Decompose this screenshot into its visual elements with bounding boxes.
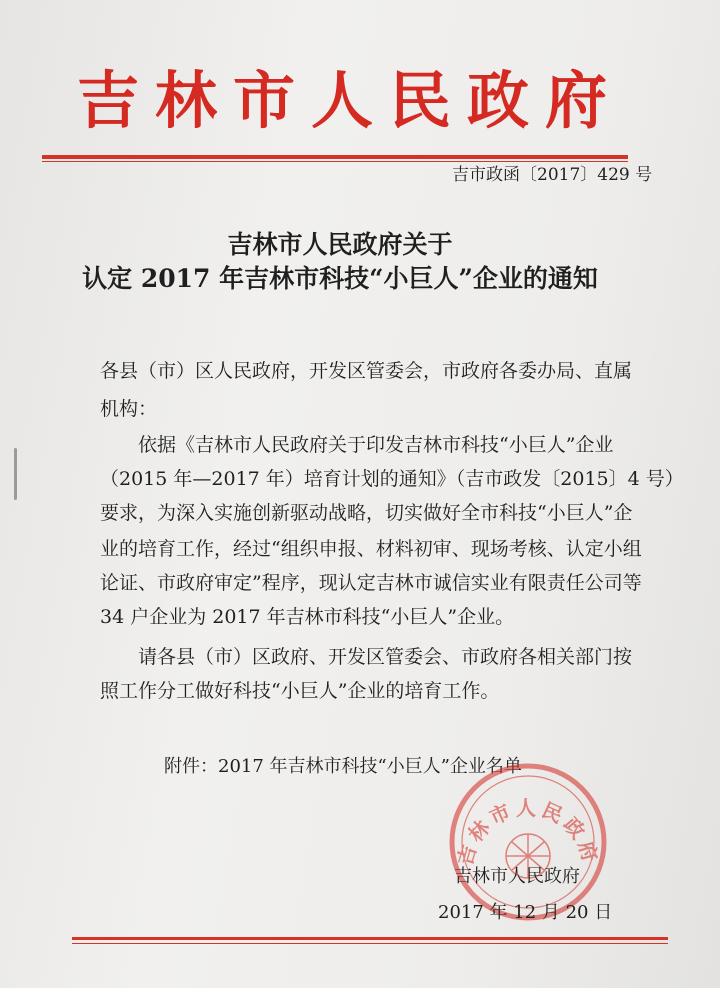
body-line-9: 请各县（市）区政府、开发区管委会、市政府各相关部门按 (138, 646, 633, 668)
footer-rule-thick (72, 937, 668, 940)
signature-organization: 吉林市人民政府 (454, 866, 580, 887)
body-line-8: 34 户企业为 2017 年吉林市科技“小巨人”企业。 (100, 606, 515, 628)
body-line-2: 机构： (100, 398, 158, 420)
signature-date: 2017 年 12 月 20 日 (438, 902, 613, 923)
seal-text: 吉林市人民政府 (452, 795, 604, 869)
document-title-line-2: 认定 2017 年吉林市科技“小巨人”企业的通知 (82, 264, 598, 293)
body-line-7: 论证、市政府审定”程序，现认定吉林市诚信实业有限责任公司等 (100, 572, 642, 594)
red-header-agency: 吉林市人民政府 (76, 64, 623, 137)
body-line-3: 依据《吉林市人民政府关于印发吉林市科技“小巨人”企业 (138, 434, 614, 456)
body-line-6: 业的培育工作，经过“组织申报、材料初审、现场考核、认定小组 (100, 538, 642, 560)
attachment-line: 附件：2017 年吉林市科技“小巨人”企业名单 (164, 756, 522, 777)
body-line-10: 照工作分工做好科技“小巨人”企业的培育工作。 (100, 680, 500, 702)
header-rule-thick (42, 155, 628, 159)
binding-clip-mark (14, 448, 17, 500)
footer-rule-thin (72, 943, 668, 944)
document-title-line-1: 吉林市人民政府关于 (227, 230, 453, 259)
document-number: 吉市政函〔2017〕429 号 (452, 165, 653, 185)
body-line-4: （2015 年—2017 年）培育计划的通知》（吉市政发〔2015〕4 号） (100, 468, 684, 490)
body-line-5: 要求，为深入实施创新驱动战略，切实做好全市科技“小巨人”企 (100, 502, 633, 524)
body-line-1: 各县（市）区人民政府，开发区管委会，市政府各委办局、直属 (100, 360, 633, 382)
